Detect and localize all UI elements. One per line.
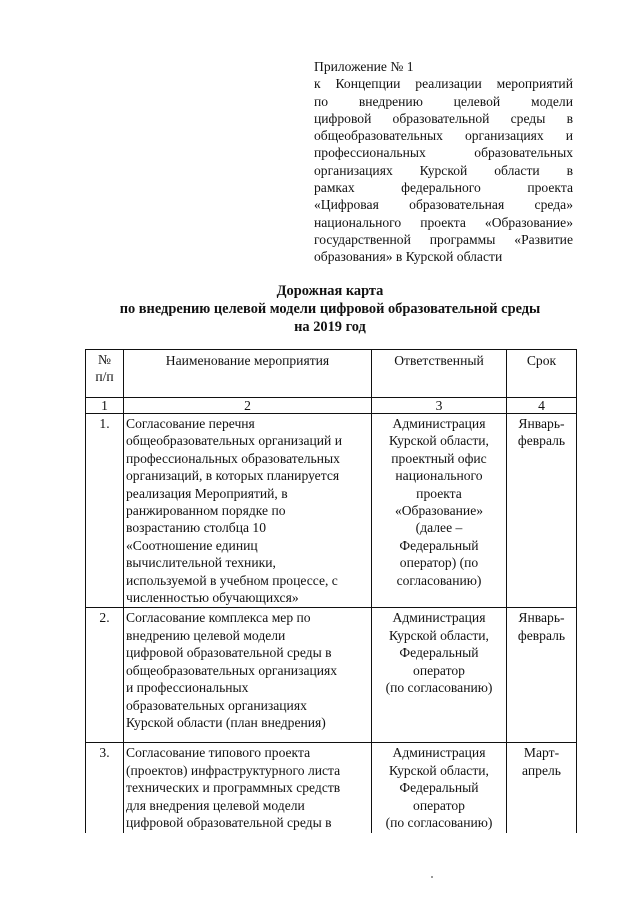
- row-term: [507, 743, 577, 833]
- row-number: 3.: [86, 743, 124, 833]
- header-number: [86, 350, 124, 398]
- header-responsible: Ответственный: [372, 350, 507, 398]
- responsible-line: национального: [395, 468, 483, 484]
- column-index: 3: [372, 398, 507, 414]
- row-number: 1.: [86, 414, 124, 608]
- responsible-line: Федеральный: [399, 537, 479, 553]
- responsible-line: (по согласованию): [385, 815, 493, 831]
- responsible-line: Федеральный: [399, 645, 479, 661]
- responsible-line: оператор: [413, 797, 465, 813]
- name-line: возрастанию столбца 10: [126, 520, 267, 536]
- row-name: [124, 608, 372, 743]
- header-number-sign: №: [98, 352, 111, 367]
- name-line: организаций, в которых планируется: [126, 468, 340, 484]
- row-name: [124, 743, 372, 833]
- responsible-line: согласованию): [396, 572, 482, 588]
- roadmap-table: [85, 349, 577, 833]
- name-line: технических и программных средств: [126, 780, 341, 796]
- appendix-line: профессиональных образовательных: [314, 145, 573, 161]
- title-line: Дорожная карта: [276, 283, 384, 299]
- appendix-line: национального проекта «Образование»: [314, 214, 573, 230]
- name-line: численностью обучающихся»: [126, 590, 299, 606]
- name-line: Согласование перечня: [126, 416, 255, 431]
- appendix-line: к Концепции реализации мероприятий: [314, 76, 573, 92]
- table-row: [86, 414, 577, 608]
- row-term: [507, 414, 577, 608]
- appendix-line: организациях Курской области в: [314, 162, 573, 178]
- header-term: Срок: [507, 350, 577, 398]
- column-index: 1: [86, 398, 124, 414]
- row-responsible: [372, 608, 507, 743]
- term-line: Январь-: [518, 610, 565, 626]
- responsible-line: Администрация: [392, 745, 486, 761]
- column-index-row: [86, 398, 577, 414]
- name-line: цифровой образовательной среды в: [126, 815, 332, 831]
- responsible-line: «Образование»: [394, 503, 484, 519]
- responsible-line: Федеральный: [399, 780, 479, 796]
- table-header-row: [86, 350, 577, 398]
- row-name: [124, 414, 372, 608]
- name-line: цифровой образовательной среды в: [126, 645, 332, 661]
- responsible-line: (далее –: [415, 520, 463, 536]
- name-line: общеобразовательных организациях: [126, 662, 338, 678]
- term-line: апрель: [522, 762, 561, 778]
- name-line: (проектов) инфраструктурного листа: [126, 762, 341, 778]
- name-line: Согласование типового проекта: [126, 745, 311, 761]
- term-line: Март-: [523, 745, 560, 761]
- term-line: Январь-: [518, 416, 565, 431]
- responsible-line: Курской области,: [389, 627, 489, 643]
- appendix-line: «Цифровая образовательная среда»: [314, 197, 573, 213]
- name-line: Согласование комплекса мер по: [126, 610, 311, 626]
- responsible-line: Курской области,: [389, 433, 489, 449]
- responsible-line: проекта: [416, 485, 462, 501]
- name-line: профессиональных образовательных: [126, 450, 340, 466]
- name-line: реализация Мероприятий, в: [126, 485, 288, 501]
- responsible-line: (по согласованию): [385, 680, 493, 696]
- appendix-line: цифровой образовательной среды в: [314, 110, 573, 126]
- name-line: используемой в учебном процессе, с: [126, 572, 338, 588]
- name-line: образовательных организациях: [126, 697, 307, 713]
- appendix-header: [314, 58, 573, 266]
- row-number: 2.: [86, 608, 124, 743]
- responsible-line: оператор) (по: [399, 555, 479, 571]
- scan-speck: [431, 876, 433, 878]
- table-row: [86, 608, 577, 743]
- term-line: февраль: [517, 627, 566, 643]
- name-line: и профессиональных: [126, 680, 249, 696]
- column-index: 2: [124, 398, 372, 414]
- responsible-line: Курской области,: [389, 762, 489, 778]
- responsible-line: оператор: [413, 662, 465, 678]
- header-number-abbr: п/п: [95, 369, 114, 385]
- table-row: [86, 743, 577, 833]
- header-name: Наименование мероприятия: [124, 350, 372, 398]
- row-responsible: [372, 414, 507, 608]
- appendix-line: государственной программы «Развитие: [314, 231, 573, 247]
- row-responsible: [372, 743, 507, 833]
- name-line: внедрению целевой модели: [126, 627, 286, 643]
- column-index: 4: [507, 398, 577, 414]
- name-line: «Соотношение единиц: [126, 537, 258, 553]
- appendix-line: образования» в Курской области: [314, 249, 503, 265]
- title-line: по внедрению целевой модели цифровой образовательной среды: [119, 301, 541, 317]
- appendix-line: Приложение № 1: [314, 59, 414, 74]
- responsible-line: Администрация: [392, 610, 486, 626]
- name-line: для внедрения целевой модели: [126, 797, 305, 813]
- name-line: ранжированном порядке по: [126, 503, 286, 519]
- term-line: февраль: [517, 433, 566, 449]
- name-line: Курской области (план внедрения): [126, 714, 326, 730]
- appendix-line: по внедрению целевой модели: [314, 93, 573, 109]
- responsible-line: проектный офис: [391, 450, 487, 466]
- name-line: общеобразовательных организаций и: [126, 433, 342, 449]
- title-line: на 2019 год: [294, 319, 366, 335]
- name-line: вычислительной техники,: [126, 555, 276, 571]
- document-title: [60, 282, 600, 336]
- appendix-line: рамках федерального проекта: [314, 180, 573, 196]
- appendix-line: общеобразовательных организациях и: [314, 128, 573, 144]
- responsible-line: Администрация: [392, 416, 486, 431]
- row-term: [507, 608, 577, 743]
